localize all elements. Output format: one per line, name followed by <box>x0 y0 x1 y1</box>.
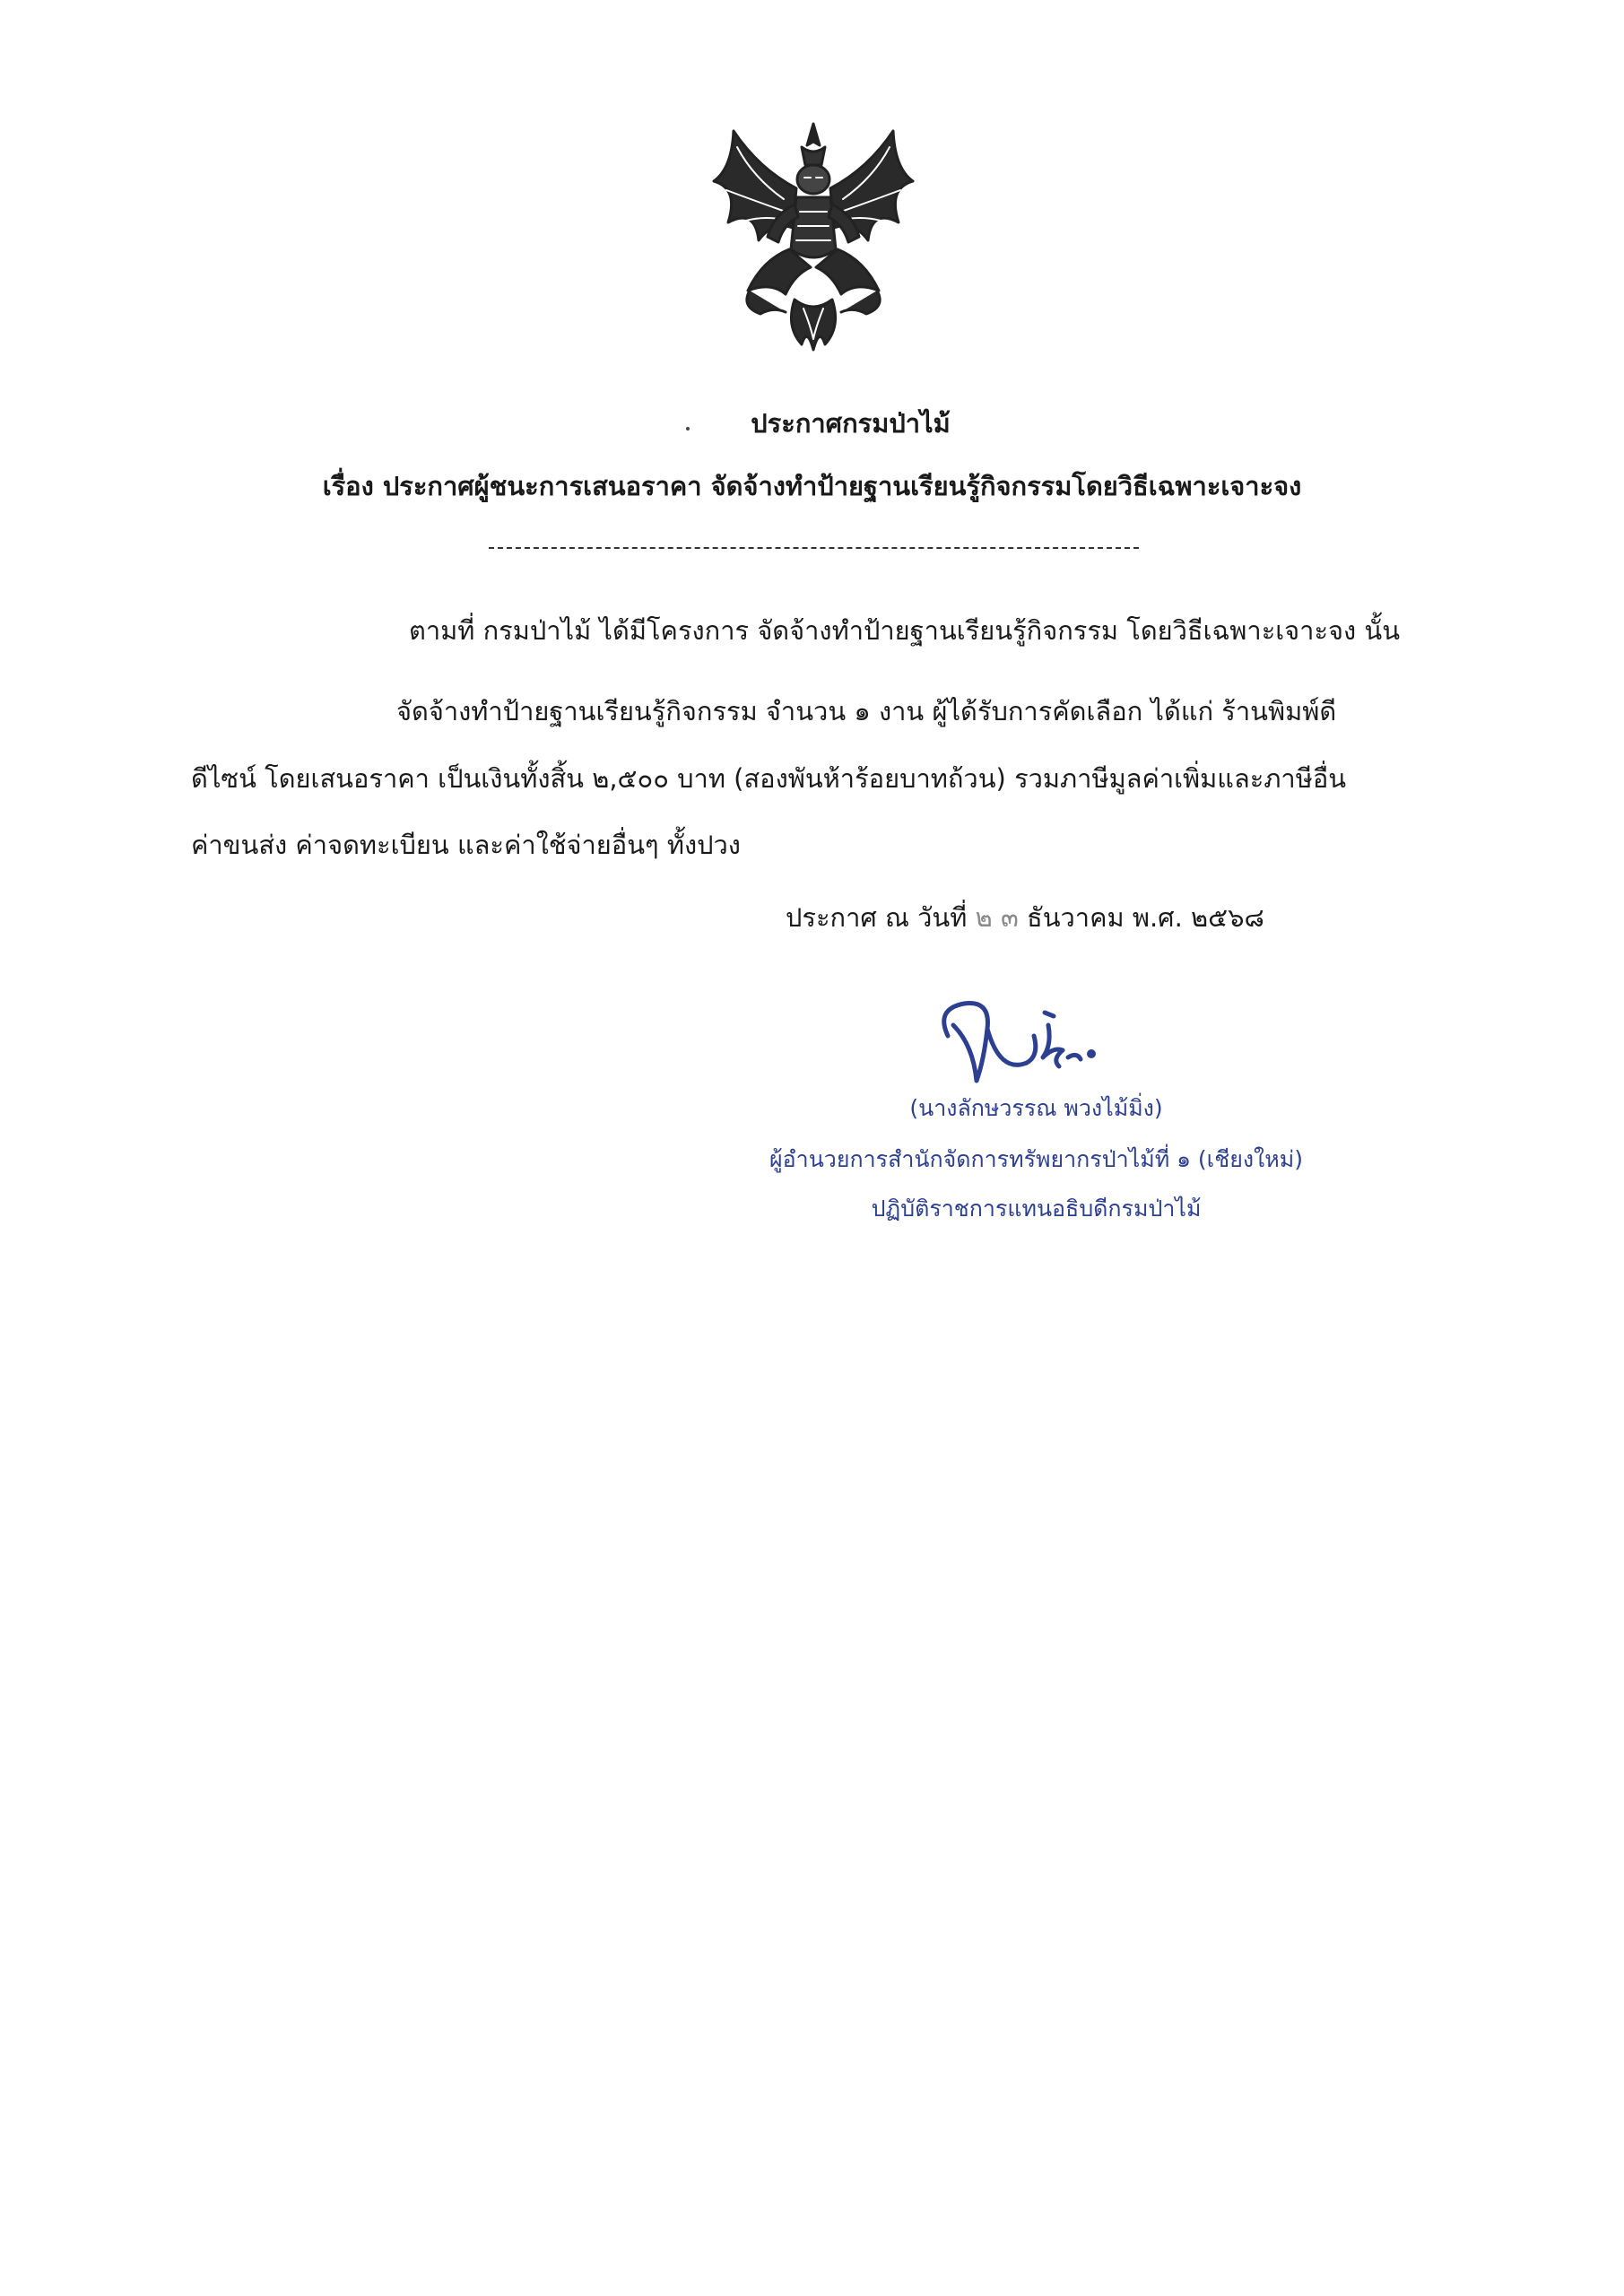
signatory-acting-for: ปฏิบัติราชการแทนอธิบดีกรมป่าไม้ <box>871 1196 1202 1222</box>
body-paragraph-2-line-1: จัดจ้างทำป้ายฐานเรียนรู้กิจกรรม จำนวน ๑ งาน ผู้ได้รับการคัดเลือก ได้แก่ ร้านพิมพ์ดี <box>396 696 1337 726</box>
announcement-date <box>786 900 1264 935</box>
subject-line: เรื่อง ประกาศผู้ชนะการเสนอราคา จัดจ้างทำป้ายฐานเรียนรู้กิจกรรมโดยวิธีเฉพาะเจาะจง <box>322 471 1302 501</box>
date-month-year: ธันวาคม พ.ศ. ๒๕๖๘ <box>1027 902 1264 933</box>
body-paragraph-1: ตามที่ กรมป่าไม้ ได้มีโครงการ จัดจ้างทำป้ายฐานเรียนรู้กิจกรรม โดยวิธีเฉพาะเจาะจง นั้น <box>409 615 1401 646</box>
body-paragraph-2-line-3: ค่าขนส่ง ค่าจดทะเบียน และค่าใช้จ่ายอื่นๆ ทั้งปวง <box>191 830 741 860</box>
handwritten-signature-icon <box>928 991 1112 1090</box>
issuer-title: ประกาศกรมป่าไม้ <box>751 408 951 439</box>
garuda-emblem-icon <box>696 115 931 357</box>
dashed-divider <box>489 547 1139 549</box>
signatory-name: (นางลักษวรรณ พวงไม้มิ่ง) <box>909 1095 1163 1121</box>
signatory-position: ผู้อำนวยการสำนักจัดการทรัพยากรป่าไม้ที่ ๑ (เชียงใหม่) <box>769 1146 1303 1172</box>
body-paragraph-2-line-2: ดีไซน์ โดยเสนอราคา เป็นเงินทั้งสิ้น ๒,๕๐๐ บาท (สองพันห้าร้อยบาทถ้วน) รวมภาษีมูลค่าเพิ่มและภาษีอื่น <box>191 763 1347 794</box>
date-day: ๒ ๓ <box>975 902 1019 933</box>
date-prefix: ประกาศ ณ วันที่ <box>786 902 968 933</box>
